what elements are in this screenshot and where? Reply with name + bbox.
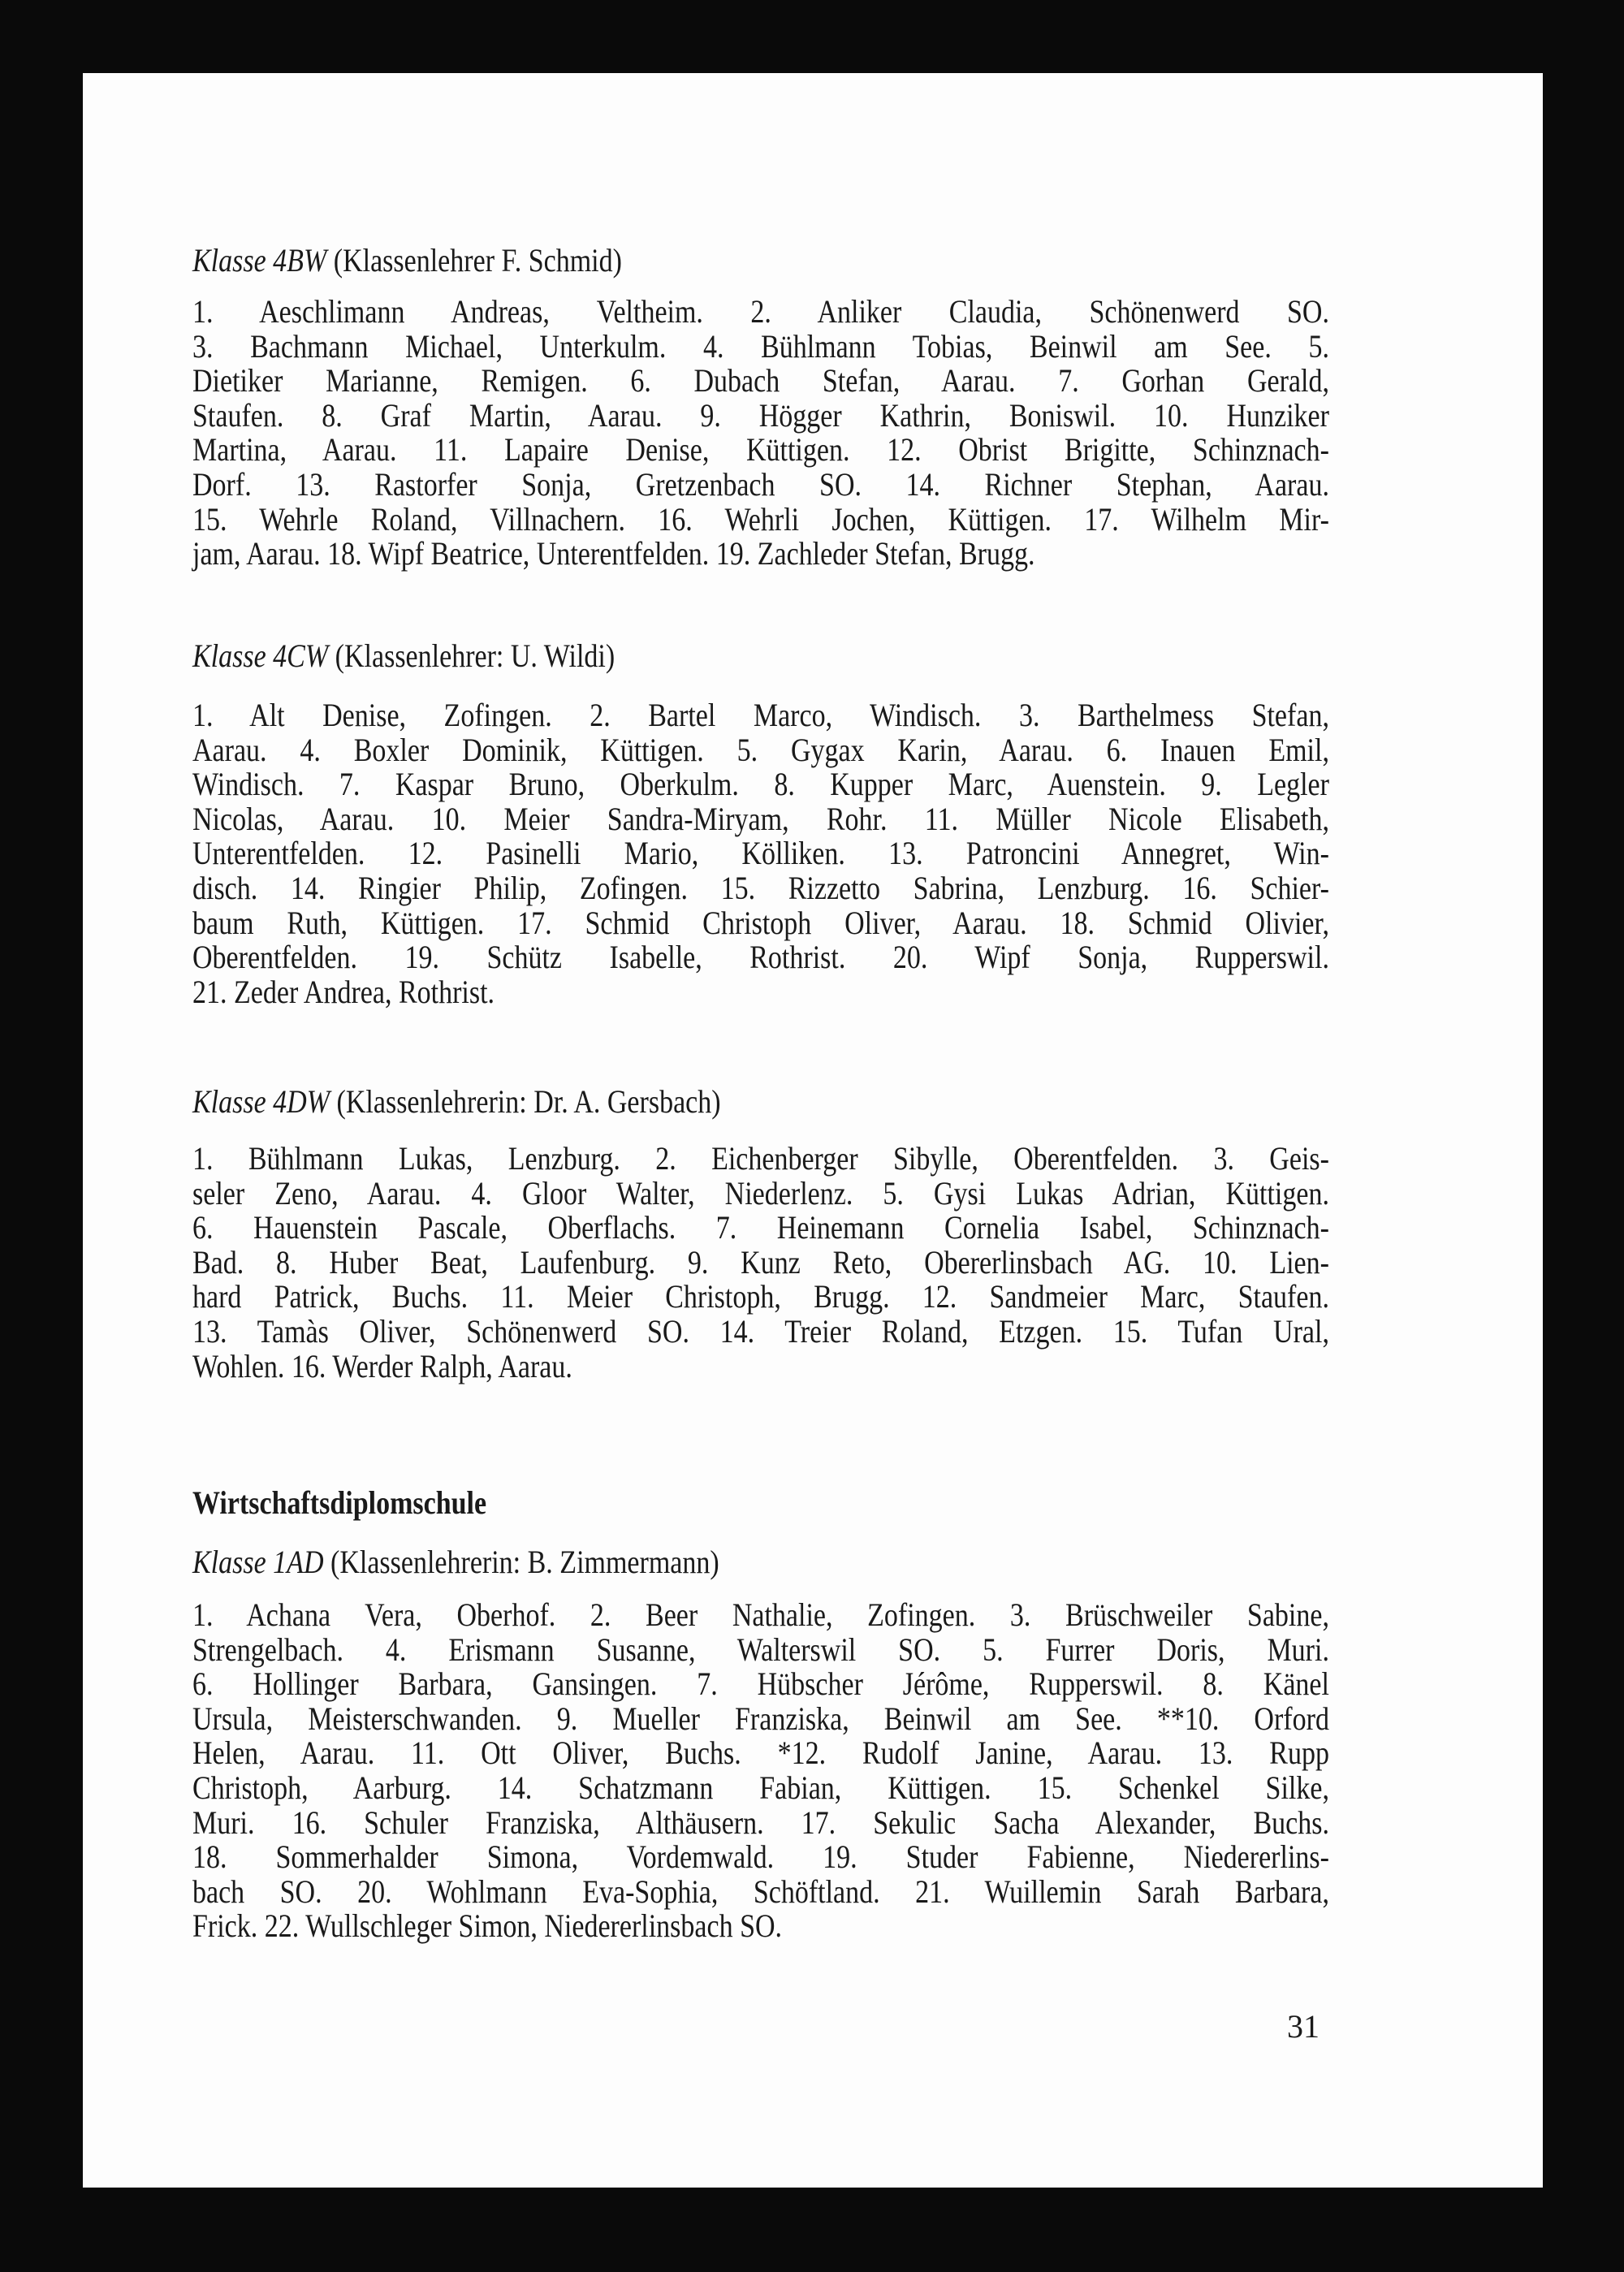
student-list-line: 6. Hauenstein Pascale, Oberflachs. 7. Heinemann Cornelia Isabel, Schinznach- [192,1209,1329,1246]
student-list-line: Oberentfelden. 19. Schütz Isabelle, Rothrist. 20. Wipf Sonja, Rupperswil. [192,939,1329,976]
class-label: Klasse 1AD [192,1544,324,1580]
class-label: Klasse 4BW [192,242,327,279]
student-list-line: 1. Alt Denise, Zofingen. 2. Bartel Marco, Windisch. 3. Barthelmess Stefan, [192,697,1329,733]
class-teacher: (Klassenlehrerin: Dr. A. Gersbach) [336,1083,721,1120]
class-teacher: (Klassenlehrerin: B. Zimmermann) [330,1544,719,1580]
student-list-line: Nicolas, Aarau. 10. Meier Sandra-Miryam, Rohr. 11. Müller Nicole Elisabeth, [192,800,1329,837]
student-list-line: Unterentfelden. 12. Pasinelli Mario, Kölliken. 13. Patroncini Annegret, Win- [192,835,1329,872]
student-list-line: 1. Bühlmann Lukas, Lenzburg. 2. Eichenberger Sibylle, Oberentfelden. 3. Geis- [192,1140,1329,1177]
student-list-line: Dietiker Marianne, Remigen. 6. Dubach Stefan, Aarau. 7. Gorhan Gerald, [192,362,1329,400]
student-list-line: hard Patrick, Buchs. 11. Meier Christoph, Brugg. 12. Sandmeier Marc, Staufen. [192,1278,1329,1315]
student-list-line: Martina, Aarau. 11. Lapaire Denise, Küttigen. 12. Obrist Brigitte, Schinznach- [192,431,1329,469]
class-label: Klasse 4CW [192,637,329,674]
student-list-line: 6. Hollinger Barbara, Gansingen. 7. Hübscher Jérôme, Rupperswil. 8. Känel [192,1665,1329,1703]
class-heading [192,1082,721,1121]
class-heading [192,1543,719,1581]
student-list-line: Ursula, Meisterschwanden. 9. Mueller Franziska, Beinwil am See. **10. Orford [192,1700,1329,1737]
student-list-line: 15. Wehrle Roland, Villnachern. 16. Wehrli Jochen, Küttigen. 17. Wilhelm Mir- [192,500,1329,538]
class-teacher: (Klassenlehrer: U. Wildi) [335,637,615,674]
student-list-line: Bad. 8. Huber Beat, Laufenburg. 9. Kunz Reto, Obererlinsbach AG. 10. Lien- [192,1243,1329,1281]
student-list-line: 3. Bachmann Michael, Unterkulm. 4. Bühlmann Tobias, Beinwil am See. 5. [192,327,1329,365]
student-list-line: Helen, Aarau. 11. Ott Oliver, Buchs. *12. Rudolf Janine, Aarau. 13. Rupp [192,1734,1329,1772]
student-list-line: Dorf. 13. Rastorfer Sonja, Gretzenbach SO. 14. Richner Stephan, Aarau. [192,466,1329,503]
class-label: Klasse 4DW [192,1083,330,1120]
school-heading: Wirtschaftsdiplomschule [192,1484,487,1521]
class-heading [192,241,622,279]
student-list-line: 1. Aeschlimann Andreas, Veltheim. 2. Anliker Claudia, Schönenwerd SO. [192,293,1329,330]
student-list-line: Muri. 16. Schuler Franziska, Althäusern. 17. Sekulic Sacha Alexander, Buchs. [192,1803,1329,1841]
student-list-line: baum Ruth, Küttigen. 17. Schmid Christoph Oliver, Aarau. 18. Schmid Olivier, [192,904,1329,941]
student-list-line: 21. Zeder Andrea, Rothrist. [192,973,495,1010]
student-list-line: Christoph, Aarburg. 14. Schatzmann Fabian, Küttigen. 15. Schenkel Silke, [192,1769,1329,1806]
student-list-line: Frick. 22. Wullschleger Simon, Niedererlinsbach SO. [192,1907,783,1945]
student-list-line: bach SO. 20. Wohlmann Eva-Sophia, Schöftland. 21. Wuillemin Sarah Barbara, [192,1872,1329,1910]
page-number: 31 [1287,2008,1320,2045]
student-list-line: jam, Aarau. 18. Wipf Beatrice, Unterentfelden. 19. Zachleder Stefan, Brugg. [192,535,1035,572]
student-list-line: 18. Sommerhalder Simona, Vordemwald. 19. Studer Fabienne, Niedererlins- [192,1838,1329,1876]
student-list-line: Windisch. 7. Kaspar Bruno, Oberkulm. 8. Kupper Marc, Auenstein. 9. Legler [192,766,1329,803]
student-list-line: Staufen. 8. Graf Martin, Aarau. 9. Högger Kathrin, Boniswil. 10. Hunziker [192,396,1329,434]
student-list-line: 1. Achana Vera, Oberhof. 2. Beer Nathalie, Zofingen. 3. Brüschweiler Sabine, [192,1596,1329,1633]
student-list-line: 13. Tamàs Oliver, Schönenwerd SO. 14. Treier Roland, Etzgen. 15. Tufan Ural, [192,1313,1329,1350]
student-list-line: Aarau. 4. Boxler Dominik, Küttigen. 5. Gygax Karin, Aarau. 6. Inauen Emil, [192,731,1329,768]
student-list-line: Wohlen. 16. Werder Ralph, Aarau. [192,1347,572,1384]
student-list-line: seler Zeno, Aarau. 4. Gloor Walter, Niederlenz. 5. Gysi Lukas Adrian, Küttigen. [192,1174,1329,1212]
class-teacher: (Klassenlehrer F. Schmid) [333,242,622,279]
student-list-line: disch. 14. Ringier Philip, Zofingen. 15. Rizzetto Sabrina, Lenzburg. 16. Schier- [192,870,1329,906]
student-list-line: Strengelbach. 4. Erismann Susanne, Walterswil SO. 5. Furrer Doris, Muri. [192,1631,1329,1668]
class-heading [192,637,615,675]
